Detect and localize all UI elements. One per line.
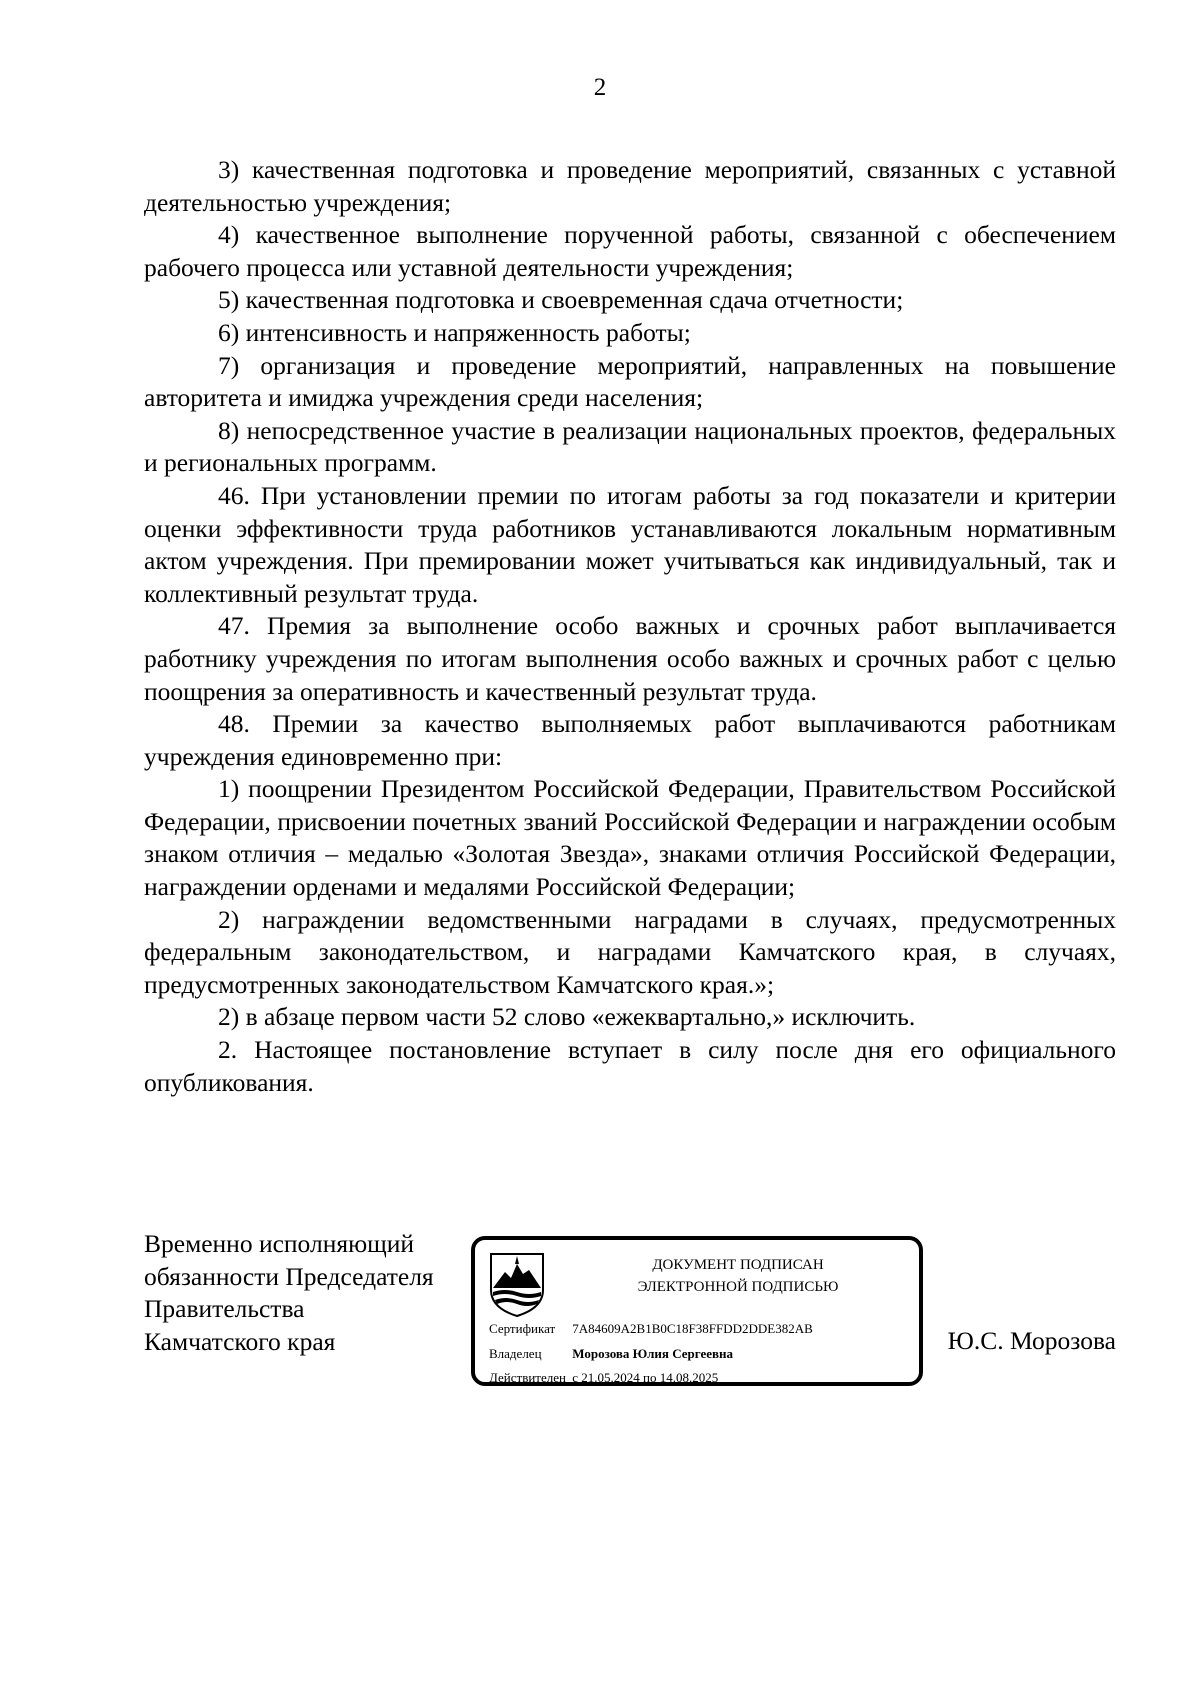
paragraph-item-5: 5) качественная подготовка и своевременная сдача отчетности; bbox=[218, 285, 904, 315]
certificate-label: Сертификат bbox=[489, 1321, 556, 1336]
stamp-header bbox=[567, 1254, 909, 1298]
signer-title-line: Правительства bbox=[144, 1294, 305, 1324]
paragraph-item-6: 6) интенсивность и напряженность работы; bbox=[218, 317, 691, 347]
signer-title-line: Временно исполняющий bbox=[144, 1229, 415, 1258]
paragraph-effective-date: 2. Настоящее постановление вступает в силу после дня его официального опубликования. bbox=[144, 1035, 1116, 1097]
stamp-validity-row bbox=[489, 1369, 718, 1387]
paragraph-item-3: 3) качественная подготовка и проведение мероприятий, связанных с уставной деятельностью учреждения; bbox=[144, 155, 1116, 217]
document-body bbox=[144, 154, 1116, 1099]
owner-value: Морозова Юлия Сергеевна bbox=[572, 1346, 734, 1361]
paragraph-48-item-1: 1) поощрении Президентом Российской Федерации, Правительством Российской Федерации, присвоении почетных званий Российской Федерации и награждении особым знаком отличия – медалью «Золотая Звезда», знаками отличия Российской Федерации, награждении орденами и медалями Российской Федерации; bbox=[144, 774, 1116, 902]
stamp-header-line: ЭЛЕКТРОННОЙ ПОДПИСЬЮ bbox=[637, 1279, 839, 1295]
signer-title-line: Камчатского края bbox=[144, 1326, 336, 1356]
validity-value: с 21.05.2024 по 14.08.2025 bbox=[572, 1370, 719, 1385]
owner-label: Владелец bbox=[489, 1346, 542, 1361]
certificate-value: 7A84609A2B1B0C18F38FFDD2DDE382AB bbox=[572, 1321, 813, 1336]
electronic-signature-stamp bbox=[471, 1236, 923, 1386]
paragraph-47: 47. Премия за выполнение особо важных и срочных работ выплачивается работнику учреждения по итогам выполнения особо важных и срочных работ с целью поощрения за оперативность и качественный результат труда. bbox=[144, 611, 1116, 706]
signer-title bbox=[144, 1228, 434, 1358]
stamp-owner-row bbox=[489, 1345, 733, 1363]
page-number: 2 bbox=[593, 74, 607, 101]
paragraph-item-4: 4) качественное выполнение порученной работы, связанной с обеспечением рабочего процесса или уставной деятельности учреждения; bbox=[144, 220, 1116, 282]
paragraph-item-7: 7) организация и проведение мероприятий, направленных на повышение авторитета и имиджа учреждения среди населения; bbox=[144, 350, 1116, 413]
paragraph-amendment-2: 2) в абзаце первом части 52 слово «ежеквартально,» исключить. bbox=[218, 1002, 916, 1032]
signer-title-line: обязанности Председателя bbox=[144, 1261, 434, 1291]
stamp-header-line: ДОКУМЕНТ ПОДПИСАН bbox=[652, 1257, 824, 1273]
signature-block bbox=[144, 1228, 1116, 1398]
paragraph-48: 48. Премии за качество выполняемых работ выплачиваются работникам учреждения единовременно при: bbox=[144, 709, 1116, 771]
signer-name: Ю.С. Морозова bbox=[947, 1326, 1116, 1355]
paragraph-46: 46. При установлении премии по итогам работы за год показатели и критерии оценки эффективности труда работников устанавливаются локальным нормативным актом учреждения. При премировании может учитываться как индивидуальный, так и коллективный результат труда. bbox=[144, 480, 1116, 608]
paragraph-item-8: 8) непосредственное участие в реализации национальных проектов, федеральных и региональных программ. bbox=[144, 415, 1116, 478]
kamchatka-emblem-icon bbox=[487, 1250, 547, 1318]
stamp-certificate-row bbox=[489, 1320, 813, 1338]
paragraph-48-item-2: 2) награждении ведомственными наградами в случаях, предусмотренных федеральным законодательством, и наградами Камчатского края, в случаях, предусмотренных законодательством Камчатского края.»; bbox=[144, 904, 1116, 999]
validity-label: Действителен bbox=[489, 1370, 566, 1385]
